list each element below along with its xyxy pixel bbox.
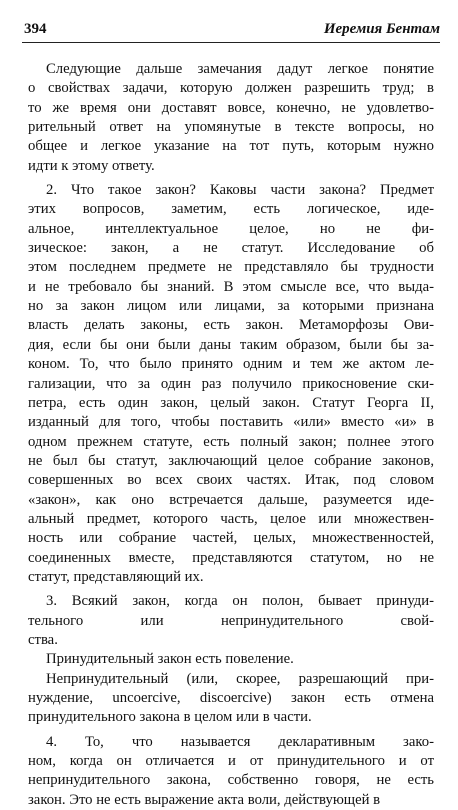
text-line: принудительного закона в целом или в части. xyxy=(28,709,312,726)
text-line: рительный ответ на упомянутые в тексте вопросы, но xyxy=(28,119,434,136)
text-line: тельного или непринудительного свой- xyxy=(28,612,434,629)
text-line: общее и легкое указание на тот путь, которым нужно xyxy=(28,138,434,155)
text-line: ность или собрание частей, целых, множественностей, xyxy=(28,530,434,547)
text-line: непринудительного закона, собственно говоря, не есть xyxy=(28,772,434,789)
paragraph xyxy=(28,592,434,650)
text-line: одном прежнем статуте, есть полный закон; полнее этого xyxy=(28,433,434,450)
text-line: не был бы статут, заключающий целое собрание законов, xyxy=(28,452,434,469)
text-line: альное, интеллектуальное целое, но не фи- xyxy=(28,220,434,237)
text-line: нуждение, uncoercive, discoercive) закон есть отмена xyxy=(28,690,434,706)
text-line: но за закон лицом или лицами, за которыми признана xyxy=(28,298,434,315)
text-line: этих вопросов, заметим, есть логическое, иде- xyxy=(28,201,434,218)
text-line: коном. То, что было принято одним и тем же актом ле- xyxy=(28,356,434,373)
text-line: ства. xyxy=(28,631,58,648)
text-line: идти к этому ответу. xyxy=(28,157,155,174)
text-line: Принудительный закон есть повеление. xyxy=(46,651,294,668)
text-line: власть делать законы, есть закон. Метаморфозы Ови- xyxy=(28,317,434,334)
text-line: этом последнем предмете не представляло бы трудности xyxy=(28,259,434,276)
paragraph xyxy=(28,670,434,728)
text-line: 4. То, что называется декларативным зако- xyxy=(46,733,434,750)
paragraph xyxy=(28,181,434,587)
text-line: петра, есть один закон, целый закон. Статут Георга II, xyxy=(28,394,434,411)
running-header xyxy=(22,21,440,41)
paragraph xyxy=(28,60,434,176)
text-line: о свойствах задачи, которую должен разрешить труд; в xyxy=(28,80,434,97)
text-line: «закон», как оно встречается дальше, разумеется иде- xyxy=(28,491,434,508)
text-line: совершенных во всех своих частях. Итак, под словом xyxy=(28,472,434,489)
text-line: соединенных вместе, представляются статутом, но не xyxy=(28,549,434,566)
text-line: закон. Это не есть выражение акта воли, действующей в xyxy=(28,791,381,808)
header-rule xyxy=(22,42,440,43)
text-line: изданный для того, чтобы поставить «или» вместо «и» в xyxy=(28,414,434,431)
paragraph xyxy=(28,733,434,810)
text-line: ном, когда он отличается и от принудительного и от xyxy=(28,753,434,770)
paragraph xyxy=(28,650,434,669)
text-line: Непринудительный (или, скорее, разрешающий при- xyxy=(46,670,434,687)
text-line: 3. Всякий закон, когда он полон, бывает принуди- xyxy=(46,593,434,610)
text-line: альный предмет, которого часть, целое или множествен- xyxy=(28,510,434,527)
text-line: статут, представляющий их. xyxy=(28,568,204,585)
text-line: то же время они доставят вовсе, конечно, не удовлетво- xyxy=(28,99,434,116)
running-title: Иеремия Бентам xyxy=(323,21,440,37)
text-line: Следующие дальше замечания дадут легкое понятие xyxy=(46,61,434,77)
body-text xyxy=(28,60,434,810)
page-number: 394 xyxy=(24,21,47,37)
text-line: дия, если бы они были даны таким образом, были бы за- xyxy=(28,336,434,353)
text-line: и не требовало бы знаний. В этом смысле все, что выда- xyxy=(28,278,434,295)
text-line: зическое: закон, а не статут. Исследование об xyxy=(28,240,434,257)
text-line: 2. Что такое закон? Каковы части закона? Предмет xyxy=(46,182,434,199)
text-line: гализации, что за один раз получило прикосновение ски- xyxy=(28,375,434,392)
